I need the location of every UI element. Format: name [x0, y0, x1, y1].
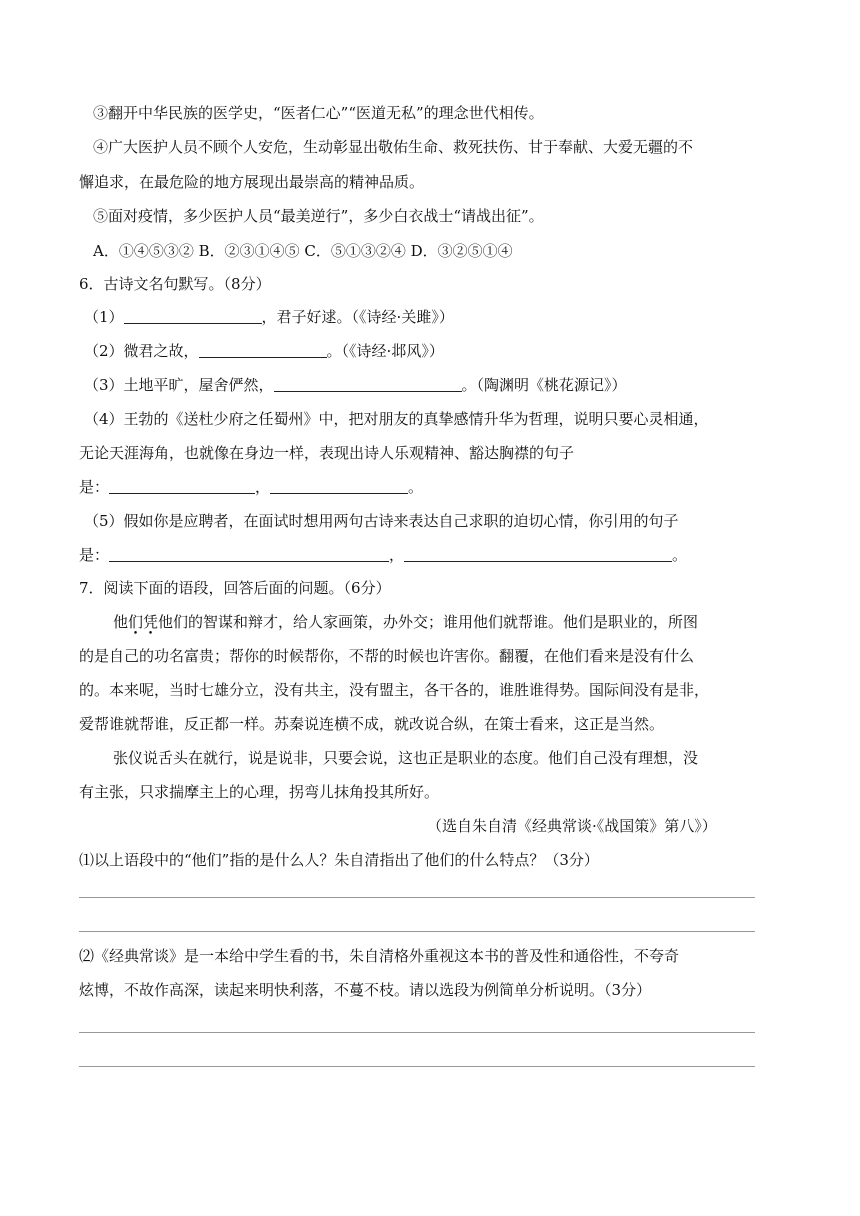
source-citation: （选自朱自清《经典常谈·《战国策》第八》） [427, 817, 717, 835]
blank[interactable] [270, 478, 408, 494]
passage-line-2: 的是自己的功名富贵；帮你的时候帮你，不帮的时候也许害你。翻覆，在他们看来是没有什么 [79, 647, 695, 665]
q6-item-1: （1） ，君子好逑。（《诗经·关雎》） [84, 308, 454, 326]
q6-item-2: （2）微君之故， 。（《诗经·邶风》） [84, 342, 444, 360]
q6-item-4-answer: 是： ， 。 [79, 478, 424, 496]
option-item-4-line2: 懈追求，在最危险的地方展现出最崇高的精神品质。 [79, 173, 425, 191]
q6-item-4-line2: 无论天涯海角，也就像在身边一样，表现出诗人乐观精神、豁达胸襟的句子 [79, 444, 575, 462]
blank[interactable] [124, 308, 262, 324]
q6-item-5-answer: 是： ， 。 [79, 546, 688, 564]
subquestion-2-line2: 炫博，不故作高深，读起来明快利落，不蔓不枝。请以选段为例简单分析说明。（3分） [79, 981, 652, 999]
question-6-title: 6．古诗文名句默写。（8分） [79, 275, 271, 293]
answer-line[interactable] [79, 931, 755, 932]
passage-line-4: 爱帮谁就帮谁，反正都一样。苏秦说连横不成，就改说合纵，在策士看来，这正是当然。 [79, 715, 665, 733]
blank[interactable] [109, 478, 255, 494]
subquestion-1: ⑴以上语段中的“他们”指的是什么人？朱自清指出了他们的什么特点？（3分） [79, 851, 599, 869]
answer-line[interactable] [79, 1032, 755, 1033]
answer-choices: A．①④⑤③② B．②③①④⑤ C．⑤①③②④ D．③②⑤①④ [93, 242, 513, 260]
emphasis-char: 凭 [143, 613, 159, 631]
passage-line-1: 他们凭他们的智谋和辩才，给人家画策，办外交；谁用他们就帮谁。他们是职业的，所图 [113, 613, 699, 631]
blank[interactable] [199, 342, 327, 358]
passage-line-3: 的。本来呢，当时七雄分立，没有共主，没有盟主，各干各的，谁胜谁得势。国际间没有是非， [79, 681, 710, 699]
question-7-title: 7．阅读下面的语段，回答后面的问题。（6分） [79, 579, 391, 597]
q6-item-5-line1: （5）假如你是应聘者，在面试时想用两句古诗来表达自己求职的迫切心情，你引用的句子 [84, 512, 679, 530]
emphasis-char: 们 [128, 613, 144, 631]
option-item-5: ⑤面对疫情，多少医护人员“最美逆行”，多少白衣战士“请战出征”。 [93, 207, 544, 225]
option-item-4-line1: ④广大医护人员不顾个人安危，生动彰显出敬佑生命、救死扶伤、甘于奉献、大爱无疆的不 [93, 138, 694, 156]
passage-line-5: 张仪说舌头在就行，说是说非，只要会说，这也正是职业的态度。他们自己没有理想，没 [113, 749, 699, 767]
blank[interactable] [404, 546, 672, 562]
q6-item-4-line1: （4）王勃的《送杜少府之任蜀州》中，把对朋友的真挚感情升华为哲理，说明只要心灵相通， [84, 410, 709, 428]
blank[interactable] [274, 376, 462, 392]
answer-line[interactable] [79, 897, 755, 898]
blank[interactable] [109, 546, 389, 562]
answer-line[interactable] [79, 1066, 755, 1067]
option-item-3: ③翻开中华民族的医学史，“医者仁心”“医道无私”的理念世代相传。 [93, 104, 544, 122]
subquestion-2-line1: ⑵《经典常谈》是一本给中学生看的书，朱自清格外重视这本书的普及性和通俗性，不夸奇 [79, 947, 680, 965]
passage-line-6: 有主张，只求揣摩主上的心理，拐弯儿抹角投其所好。 [79, 783, 440, 801]
q6-item-3: （3）土地平旷，屋舍俨然， 。（陶渊明《桃花源记》） [84, 376, 627, 394]
